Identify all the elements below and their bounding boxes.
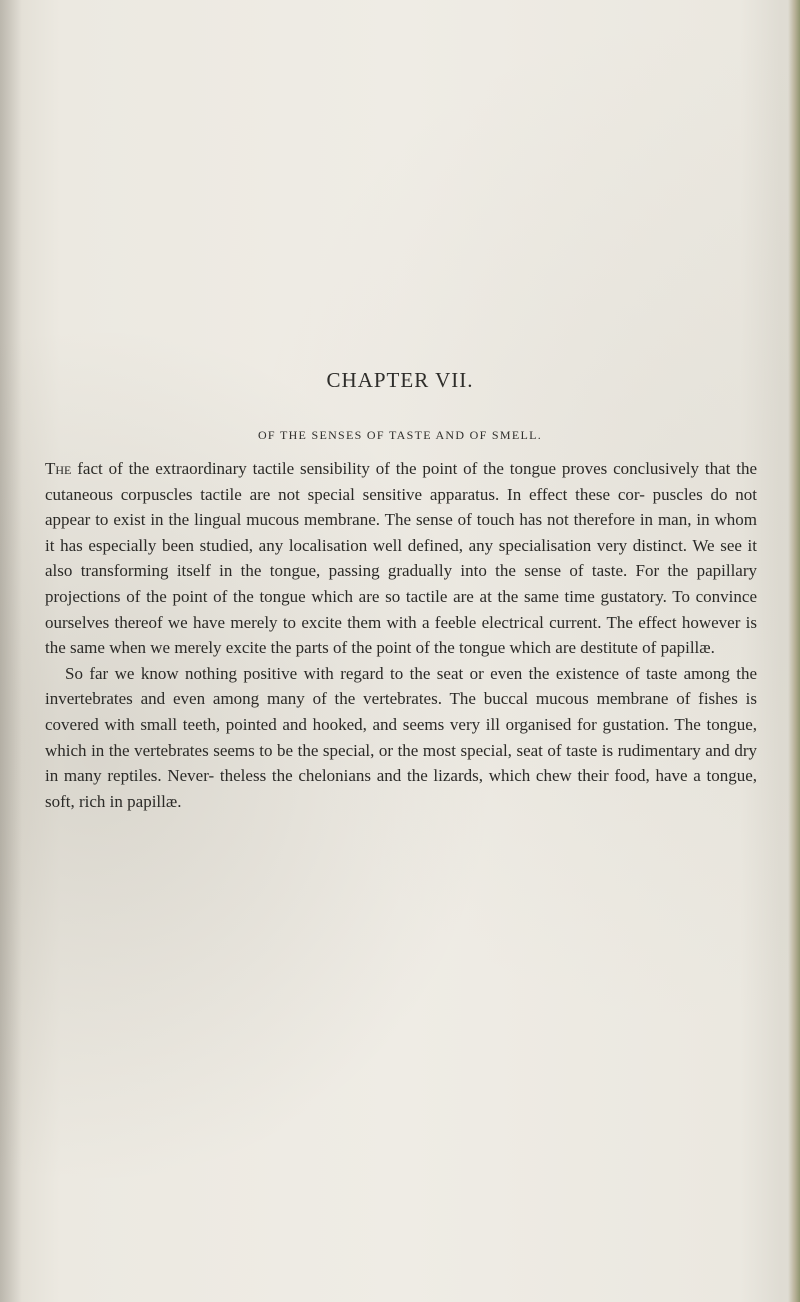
chapter-heading: CHAPTER VII.: [326, 368, 474, 392]
page-left-edge-shadow: [0, 0, 22, 1302]
section-heading: OF THE SENSES OF TASTE AND OF SMELL.: [257, 428, 543, 442]
paragraph-1-lead-word: The: [45, 459, 72, 478]
paragraph-1-text: fact of the extraordinary tactile sensibility of the point of the tongue proves conclusively that the cutaneous corpuscles tactile are not special sensitive apparatus. In effect these cor- puscles do not appear to exist in the lingual mucous membrane. The sense of touch has not therefore in man, in whom it has especially been studied, any localisation well defined, any specialisation very distinct. We see it also transforming itself in the tongue, passing gradually into the sense of taste. For the papillary projections of the point of the tongue which are so tactile are at the same time gustatory. To convince ourselves thereof we have merely to excite them with a feeble electrical current. The effect however is the same when we merely excite the parts of the point of the tongue which are destitute of papillæ.: [45, 459, 757, 658]
body-text: [45, 456, 757, 814]
paragraph-2: So far we know nothing positive with regard to the seat or even the existence of taste among the invertebrates and even among many of the vertebrates. The buccal mucous membrane of fishes is covered with small teeth, pointed and hooked, and seems very ill organised for gustation. The tongue, which in the vertebrates seems to be the special, or the most special, seat of taste is rudimentary and dry in many reptiles. Never- theless the chelonians and the lizards, which chew their food, have a tongue, soft, rich in papillæ.: [45, 663, 757, 811]
page-right-edge-binding: [788, 0, 800, 1302]
paragraph-1: [45, 456, 757, 661]
